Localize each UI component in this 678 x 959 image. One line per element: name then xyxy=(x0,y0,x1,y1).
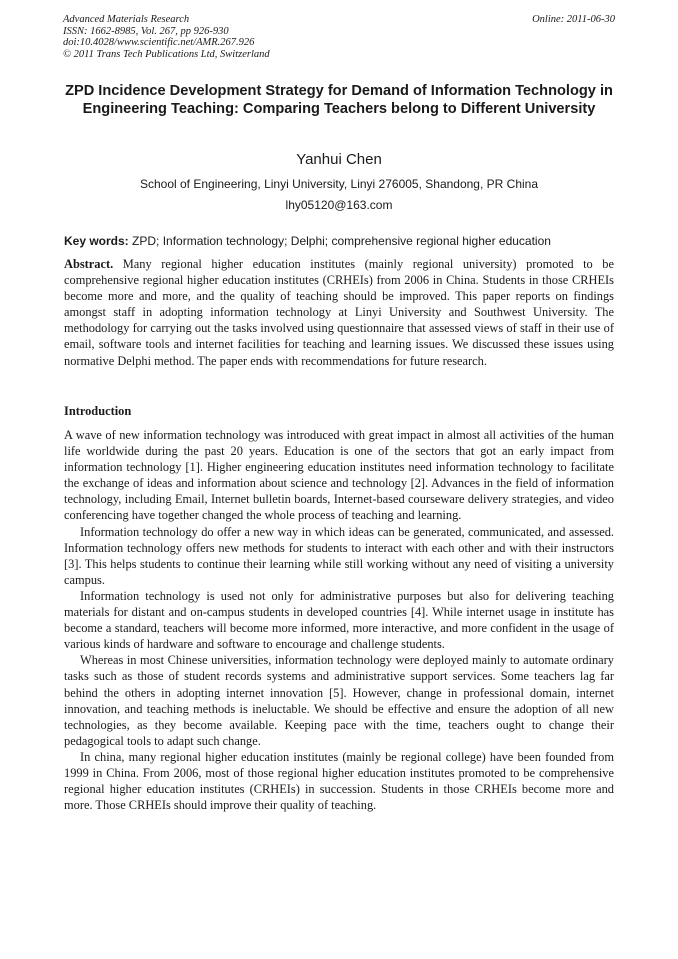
paragraph: Information technology do offer a new way in which ideas can be generated, communicated, and assessed. Information technology offers new methods for students to interact with each other and with their instructors [3]. This helps students to continue their learning while still working without any need of visiting a university campus. xyxy=(64,524,614,587)
journal-name: Advanced Materials Research xyxy=(63,14,190,25)
paragraph: A wave of new information technology was introduced with great impact in almost all activities of the human life worldwide during the past 20 years. Education is one of the sectors that got an early impact from information technology [1]. Higher engineering education institutes need information technology to facilitate the exchange of ideas and information about science and technology [2]. Advances in the field of information technology, including Email, Internet bulletin boards, Internet-based courseware delivery strategies, and video conferencing have together changed the whole process of teaching and learning. xyxy=(64,428,614,523)
author-affiliation: School of Engineering, Linyi University, Linyi 276005, Shandong, PR China xyxy=(139,177,539,191)
author-name: Yanhui Chen xyxy=(296,151,382,168)
online-date: Online: 2011-06-30 xyxy=(532,14,615,25)
paragraph: Whereas in most Chinese universities, information technology were deployed mainly to automate ordinary tasks such as those of student records systems and administrative support services. Some teachers lag far behind the others in adopting internet innovation [5]. However, change in professional domain, internet innovation, and teaching methods is ineluctable. We should be effective and ensure the adoption of all new technologies, as they become available. Keeping pace with the time, teachers ought to change their pedagogical tools to adapt such change. xyxy=(64,653,614,748)
paper-title: ZPD Incidence Development Strategy for Demand of Information Technology in Engineering Teaching: Comparing Teachers belong to Different University xyxy=(65,83,613,117)
issn-line: ISSN: 1662-8985, Vol. 267, pp 926-930 xyxy=(63,25,229,37)
section-heading-introduction: Introduction xyxy=(64,404,132,418)
author-email: lhy05120@163.com xyxy=(285,198,393,212)
paragraph: Information technology is used not only for administrative purposes but also for delivering teaching materials for distant and on-campus students in developed countries [4]. While internet usage in institute has become a standard, teachers will become more informed, more interactive, and more confident in the usage of various kinds of hardware and software to encourage and challenge students. xyxy=(64,588,614,652)
introduction-body xyxy=(64,427,614,813)
abstract xyxy=(64,256,614,369)
abstract-label: Abstract. xyxy=(64,257,114,271)
abstract-text: Many regional higher education institutes (mainly regional university) promoted to be comprehensive regional higher education institutes (CRHEIs) from 2006 in China. Students in those CRHEIs become more and more, and the quality of teaching should be improved. This paper reports on findings amongst staff in adopting information technology at Linyi University and Southwest University. The methodology for carrying out the tasks involved using questionnaire that assessed views of staff in their use of email, software tools and internet facilities for teaching and learning issues. We discussed these issues using normative Delphi method. The paper ends with recommendations for future research. xyxy=(64,257,614,368)
copyright-line: © 2011 Trans Tech Publications Ltd, Switzerland xyxy=(63,48,270,60)
paragraph: In china, many regional higher education institutes (mainly be regional college) have been founded from 1999 in China. From 2006, most of those regional higher education institutes promoted to be comprehensive regional higher education institutes (CRHEIs) in succession. Students in those CRHEIs become more and more. Those CRHEIs should improve their quality of teaching. xyxy=(64,749,614,813)
journal-header xyxy=(63,14,615,60)
keywords xyxy=(64,234,616,248)
keywords-text: ZPD; Information technology; Delphi; comprehensive regional higher education xyxy=(132,234,551,248)
doi-line: doi:10.4028/www.scientific.net/AMR.267.926 xyxy=(63,37,255,48)
keywords-label: Key words: xyxy=(64,234,129,248)
